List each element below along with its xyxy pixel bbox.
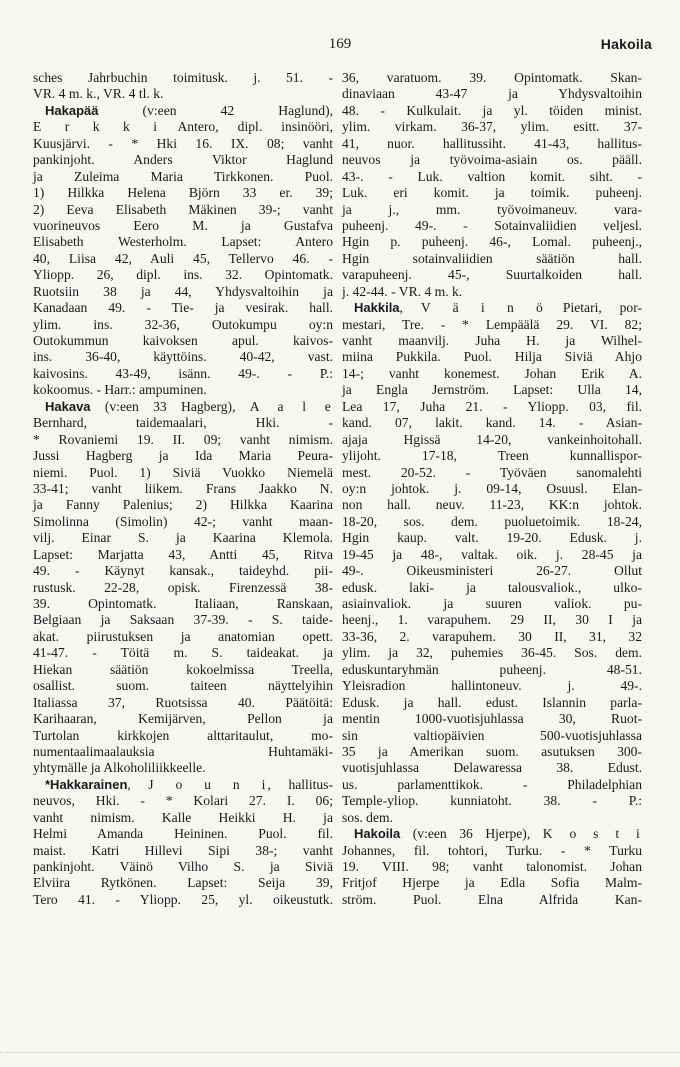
text-line xyxy=(342,695,642,711)
text-run: us. parlamenttikok. - Philadelphian xyxy=(342,776,642,792)
text-run: , xyxy=(127,776,149,792)
text-line xyxy=(342,465,642,481)
text-line xyxy=(342,678,642,694)
text-line xyxy=(33,843,333,859)
text-line xyxy=(33,711,333,727)
text-line xyxy=(342,432,642,448)
text-run: sches Jahrbuchin toimitusk. j. 51. - xyxy=(33,70,333,85)
text-run: ja Fanny Palenius; 2) Hilkka Kaarina xyxy=(33,497,333,513)
text-run: ylim. virkam. 36-37, ylim. esitt. 37- xyxy=(342,119,642,135)
text-run: kaivosins. 43-49, isänn. 49-. - P.: xyxy=(33,365,333,381)
text-run: ja j., mm. työvoimaneuv. vara- xyxy=(342,201,642,217)
text-run: Fritjof Hjerpe ja Edla Sofia Malm- xyxy=(342,875,642,891)
text-run: Yliopp. 26, dipl. ins. 32. Opintomatk. xyxy=(33,267,333,283)
text-run: Kanadaan 49. - Tie- ja vesirak. hall. xyxy=(33,300,333,316)
text-run: mentin 1000-vuotisjuhlassa 30, Ruot- xyxy=(342,711,642,727)
text-line xyxy=(33,497,333,513)
text-run: 19. VIII. 98; vanht talonomist. Johan xyxy=(342,859,642,874)
spaced-first-name: A a l e xyxy=(249,398,333,414)
text-line xyxy=(33,580,333,596)
text-line xyxy=(342,349,642,365)
text-line xyxy=(342,760,642,776)
text-run: 43-. - Luk. valtion komit. siht. - xyxy=(342,168,642,184)
left-column xyxy=(33,70,333,908)
text-line xyxy=(33,645,333,661)
text-line xyxy=(33,629,333,645)
text-line xyxy=(33,530,333,546)
page-header xyxy=(0,30,680,56)
text-run: 19-45 ja 48-, valtak. oik. j. 28-45 ja xyxy=(342,546,642,562)
text-line xyxy=(342,86,642,102)
text-run: yhtymälle ja Alkoholiliikkeelle. xyxy=(33,760,206,776)
text-line xyxy=(33,202,333,218)
text-line xyxy=(342,826,642,842)
text-run: rustusk. 22-28, opisk. Firenzessä 38- xyxy=(33,579,333,595)
spaced-first-name: J o u n i xyxy=(148,776,268,792)
text-line xyxy=(342,892,642,908)
entry-headword: Hakkila xyxy=(354,300,400,316)
text-line xyxy=(342,448,642,464)
text-run: 33-41; vanht liikem. Frans Jaakko N. xyxy=(33,480,333,496)
text-line xyxy=(33,662,333,678)
text-line xyxy=(33,169,333,185)
text-run: vuotisjuhlassa Delawaressa 38. Edust. xyxy=(342,760,642,776)
text-run: osallist. suom. taiteen näyttelyihin xyxy=(33,678,333,694)
text-line xyxy=(342,119,642,135)
text-run: Hgin kaup. valt. 19-20. Edusk. j. xyxy=(342,530,642,546)
text-run: miina Pukkila. Puol. Hilja Siviä Ahjo xyxy=(342,349,642,365)
text-line xyxy=(33,317,333,333)
page-number: 169 xyxy=(328,36,352,52)
text-run: pankinjoht. Väinö Vilho S. ja Siviä xyxy=(33,859,333,874)
text-run: Edusk. ja hall. edust. Islannin parla- xyxy=(342,694,642,710)
text-run: mestari, Tre. - * Lempäälä 29. VI. 82; xyxy=(342,316,642,332)
text-line xyxy=(342,382,642,398)
text-line xyxy=(33,612,333,628)
text-line xyxy=(33,547,333,563)
text-run: ylim. ja 32, puhemies 36-45. Sos. dem. xyxy=(342,645,642,661)
text-run: sin valtiopäivien 500-vuotisjuhlassa xyxy=(342,727,642,743)
text-line xyxy=(342,333,642,349)
text-run: VR. 4 m. k., VR. 4 tl. k. xyxy=(33,86,164,102)
text-line xyxy=(33,136,333,152)
text-run: Ruotsiin 38 ja 44, Yhdysvaltoihin ja xyxy=(33,283,333,299)
text-run: Turtolan kirkkojen alttaritaulut, mo- xyxy=(33,727,333,743)
text-run: ström. Puol. Elna Alfrida Kan- xyxy=(342,891,642,907)
text-run: 39. Opintomatk. Italiaan, Ranskaan, xyxy=(33,596,333,611)
text-run: Antero, dipl. insinööri, xyxy=(159,119,333,135)
spaced-first-name: V ä i n ö xyxy=(420,300,546,316)
text-line xyxy=(342,596,642,612)
text-line xyxy=(33,185,333,201)
text-line xyxy=(33,892,333,908)
text-line xyxy=(342,267,642,283)
text-line xyxy=(342,234,642,250)
text-line xyxy=(33,810,333,826)
text-run: ylim. ins. 32-36, Outokumpu oy:n xyxy=(33,316,333,332)
text-line xyxy=(33,826,333,842)
text-run: sos. dem. xyxy=(342,809,393,825)
text-line xyxy=(342,136,642,152)
text-line xyxy=(33,760,333,776)
text-run: , hallitus- xyxy=(267,776,333,792)
text-run: non hall. neuv. 11-23, KK:n johtok. xyxy=(342,497,642,513)
text-run: 41, nuor. hallitussiht. 41-43, hallitus- xyxy=(342,135,642,151)
text-run: Elviira Rytkönen. Lapset: Seija 39, xyxy=(33,875,333,891)
text-run: numentaalimaalauksia Huhtamäki- xyxy=(33,743,333,759)
text-line xyxy=(33,267,333,283)
text-line xyxy=(342,481,642,497)
text-line xyxy=(33,432,333,448)
text-run: asiainvaliok. ja suuren valiok. pu- xyxy=(342,596,642,611)
text-line xyxy=(342,152,642,168)
text-line xyxy=(33,218,333,234)
text-line xyxy=(33,119,333,135)
text-line xyxy=(33,695,333,711)
text-run: (v:een 33 Hagberg), xyxy=(90,398,250,414)
text-run: vanht maanvilj. Juha H. ja Wilhel- xyxy=(342,333,642,348)
text-run: maist. Katri Hillevi Sipi 38-; vanht xyxy=(33,842,333,858)
text-run: Lapset: Marjatta 43, Antti 45, Ritva xyxy=(33,546,333,562)
entry-headword: Hakapää xyxy=(45,102,99,118)
text-line xyxy=(33,481,333,497)
spaced-first-name: E r k k i xyxy=(33,119,160,135)
text-run: ja Zuleima Maria Tirkkonen. Puol. xyxy=(33,168,333,184)
text-line xyxy=(342,580,642,596)
text-run: Hgin p. puheenj. 46-, Lomal. puheenj., xyxy=(342,234,642,250)
text-line xyxy=(342,547,642,563)
text-run: 1) Hilkka Helena Björn 33 er. 39; xyxy=(33,185,333,201)
text-line xyxy=(342,793,642,809)
text-line xyxy=(342,875,642,891)
text-run: 18-20, sos. dem. puoluetoimik. 18-24, xyxy=(342,513,642,529)
text-run: edusk. laki- ja talousvaliok., ulko- xyxy=(342,579,642,595)
text-line xyxy=(342,629,642,645)
text-run: mest. 20-52. - Työväen sanomalehti xyxy=(342,464,642,480)
text-run: 41-47. - Töitä m. S. taideakat. ja xyxy=(33,645,333,661)
text-run: pankinjoht. Anders Viktor Haglund xyxy=(33,152,333,168)
text-run: Jussi Hagberg ja Ida Maria Peura- xyxy=(33,448,333,464)
text-run: neuvos, Hki. - * Kolari 27. I. 06; xyxy=(33,793,333,809)
text-line xyxy=(342,169,642,185)
text-line xyxy=(33,382,333,398)
entry-headword: *Hakkarainen xyxy=(45,776,128,792)
text-line xyxy=(342,843,642,859)
text-line xyxy=(33,300,333,316)
text-line xyxy=(342,366,642,382)
text-run: Hiekan säätiön kokoelmissa Treella, xyxy=(33,661,333,677)
entry-headword: Hakava xyxy=(45,398,91,414)
text-line xyxy=(342,415,642,431)
text-run: j. 42-44. - VR. 4 m. k. xyxy=(342,283,463,299)
text-line xyxy=(342,399,642,415)
text-line xyxy=(342,103,642,119)
text-line xyxy=(33,465,333,481)
text-run: puheenj. 49-. - Sotainvaliidien veljesl. xyxy=(342,217,642,233)
text-line xyxy=(33,251,333,267)
text-line xyxy=(33,284,333,300)
text-run: Italiassa 37, Ruotsissa 40. Päätöitä: xyxy=(33,694,333,710)
text-line xyxy=(33,234,333,250)
text-line xyxy=(33,86,333,102)
bottom-dotted-edge xyxy=(0,1052,680,1053)
text-run: Outokummun kaivoksen apul. kaivos- xyxy=(33,333,333,348)
text-run: Johannes, fil. tohtori, Turku. - * Turku xyxy=(342,842,642,858)
right-column xyxy=(342,70,642,908)
text-run: Lea 17, Juha 21. - Yliopp. 03, fil. xyxy=(342,398,642,414)
text-line xyxy=(342,711,642,727)
text-run: vanht nimism. Kalle Heikki H. ja xyxy=(33,809,333,825)
text-run: ja Engla Jernström. Lapset: Ulla 14, xyxy=(342,382,642,398)
text-line xyxy=(33,859,333,875)
text-line xyxy=(342,612,642,628)
text-run: Kuusjärvi. - * Hki 16. IX. 08; vanht xyxy=(33,135,333,151)
text-line xyxy=(33,563,333,579)
text-line xyxy=(342,185,642,201)
text-line xyxy=(33,333,333,349)
text-line xyxy=(33,728,333,744)
text-run: Yleisradion hallintoneuv. j. 49-. xyxy=(342,678,642,694)
running-head: Hakoila xyxy=(600,36,652,52)
text-line xyxy=(33,366,333,382)
text-run: ins. 36-40, käyttöins. 40-42, vast. xyxy=(33,349,333,365)
text-run: eduskuntaryhmän puheenj. 48-51. xyxy=(342,661,642,677)
text-run: kand. 07, lakit. kand. 14. - Asian- xyxy=(342,415,642,431)
text-run: Pietari, por- xyxy=(545,300,643,316)
text-run: (v:een 36 Hjerpe), xyxy=(400,826,543,842)
text-run: neuvos ja työvoima-asiain os. pääll. xyxy=(342,152,642,168)
text-run: 2) Eeva Elisabeth Mäkinen 39-; vanht xyxy=(33,201,333,217)
text-line xyxy=(33,152,333,168)
text-run: ajaja Hgissä 14-20, vankeinhoitohall. xyxy=(342,431,642,447)
text-line xyxy=(33,514,333,530)
text-run: 48. - Kulkulait. ja yl. töiden minist. xyxy=(342,102,642,118)
text-line xyxy=(342,70,642,86)
text-run: kokoomus. - Harr.: ampuminen. xyxy=(33,382,207,398)
text-line xyxy=(33,777,333,793)
text-run: 14-; vanht konemest. Johan Erik A. xyxy=(342,365,642,381)
text-line xyxy=(33,70,333,86)
text-line xyxy=(33,793,333,809)
text-run: 35 ja Amerikan suom. asutuksen 300- xyxy=(342,743,642,759)
text-line xyxy=(342,251,642,267)
text-line xyxy=(342,218,642,234)
text-line xyxy=(342,645,642,661)
text-line xyxy=(33,678,333,694)
text-line xyxy=(342,202,642,218)
text-run: dinaviaan 43-47 ja Yhdysvaltoihin xyxy=(342,86,642,102)
text-line xyxy=(342,563,642,579)
text-run: 49. - Käynyt kansak., taideyhd. pii- xyxy=(33,563,333,579)
text-line xyxy=(342,497,642,513)
spaced-first-name: K o s t i xyxy=(542,826,642,842)
text-line xyxy=(33,448,333,464)
text-line xyxy=(33,349,333,365)
text-run: Bernhard, taidemaalari, Hki. - xyxy=(33,415,333,431)
text-line xyxy=(342,530,642,546)
text-run: Simolinna (Simolin) 42-; vanht maan- xyxy=(33,513,333,529)
text-run: vilj. Einar S. ja Kaarina Klemola. xyxy=(33,530,333,546)
text-run: Temple-yliop. kunniatoht. 38. - P.: xyxy=(342,793,642,809)
text-line xyxy=(342,859,642,875)
text-run: Helmi Amanda Heininen. Puol. fil. xyxy=(33,826,333,842)
text-run: Hgin sotainvaliidien säätiön hall. xyxy=(342,250,642,266)
text-run: ylijoht. 17-18, Treen kunnallispor- xyxy=(342,448,642,464)
text-line xyxy=(342,300,642,316)
text-run: Karihaaran, Kemijärven, Pellon ja xyxy=(33,711,333,727)
text-line xyxy=(342,284,642,300)
text-line xyxy=(342,810,642,826)
text-run: 33-36, 2. varapuhem. 30 II, 31, 32 xyxy=(342,628,642,644)
text-line xyxy=(342,317,642,333)
text-run: 40, Liisa 42, Auli 45, Tellervo 46. - xyxy=(33,250,333,266)
text-run: (v:een 42 Haglund), xyxy=(98,102,333,118)
text-run: 36, varatuom. 39. Opintomatk. Skan- xyxy=(342,70,642,85)
text-run: akat. piirustuksen ja anatomian opett. xyxy=(33,628,333,644)
text-line xyxy=(342,744,642,760)
text-line xyxy=(33,103,333,119)
text-run: Belgiaan ja Saksaan 37-39. - S. taide- xyxy=(33,612,333,628)
text-run: varapuheenj. 45-, Suurtalkoiden hall. xyxy=(342,267,642,283)
text-line xyxy=(33,399,333,415)
text-run: oy:n johtok. j. 09-14, Osuusl. Elan- xyxy=(342,480,642,496)
text-run: , xyxy=(399,300,421,316)
text-line xyxy=(33,415,333,431)
text-run: * Rovaniemi 19. II. 09; vanht nimism. xyxy=(33,431,333,447)
text-run: heenj., 1. varapuhem. 29 II, 30 I ja xyxy=(342,612,642,628)
text-line xyxy=(342,662,642,678)
text-run: 49-. Oikeusministeri 26-27. Ollut xyxy=(342,563,642,579)
text-run: niemi. Puol. 1) Siviä Vuokko Niemelä xyxy=(33,464,333,480)
entry-headword: Hakoila xyxy=(354,826,401,842)
text-run: Tero 41. - Yliopp. 25, yl. oikeustutk. xyxy=(33,891,333,907)
text-line xyxy=(342,728,642,744)
text-run: Elisabeth Westerholm. Lapset: Antero xyxy=(33,234,333,250)
text-line xyxy=(33,744,333,760)
text-line xyxy=(342,777,642,793)
text-run: vuorineuvos Eero M. ja Gustafva xyxy=(33,217,333,233)
text-line xyxy=(33,596,333,612)
text-run: Luk. eri komit. ja toimik. puheenj. xyxy=(342,185,642,201)
text-line xyxy=(342,514,642,530)
text-line xyxy=(33,875,333,891)
